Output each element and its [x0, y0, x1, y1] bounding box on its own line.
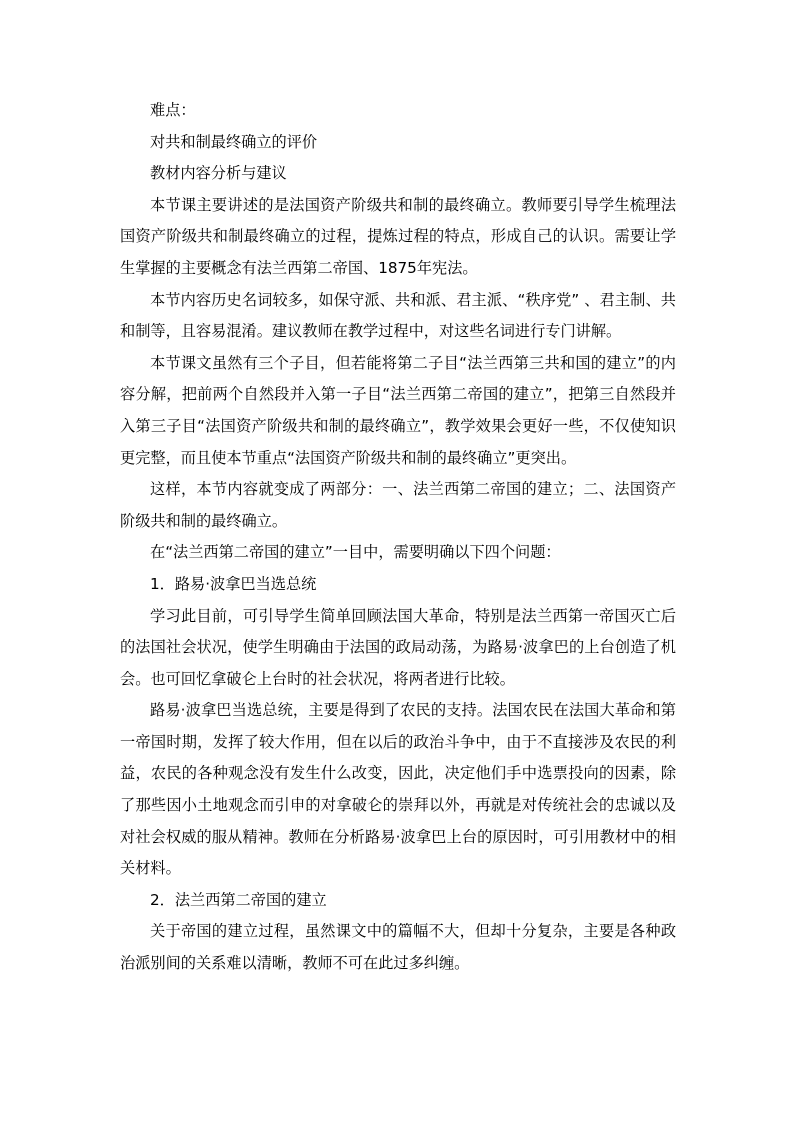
- paragraph-terms: 本节内容历史名词较多，如保守派、共和派、君主派、“秩序党” 、君主制、共和制等，且容易混淆。建议教师在教学过程中，对这些名词进行专门讲解。: [120, 290, 676, 341]
- heading-difficulty: 难点：: [150, 101, 196, 119]
- subheading-1: 1．路易·波拿巴当选总统: [150, 574, 317, 593]
- paragraph-structure: 本节课文虽然有三个子目，但若能将第二子目“法兰西第三共和国的建立”的内容分解，把前两个自然段并入第一子目“法兰西第二帝国的建立”，把第三自然段并入第三子目“法国资产阶级共和制的最终确立”，教学效果会更好一些，不仅使知识更完整，而且使本节重点“法国资产阶级共和制的最终确立”更突出。: [120, 353, 676, 467]
- paragraph-empire: 关于帝国的建立过程，虽然课文中的篇幅不大，但却十分复杂，主要是各种政治派别间的关系难以清晰，教师不可在此过多纠缠。: [120, 922, 676, 973]
- paragraph-two-parts: 这样，本节内容就变成了两部分：一、法兰西第二帝国的建立；二、法国资产阶级共和制的最终确立。: [120, 480, 676, 530]
- paragraph-peasants: 路易·波拿巴当选总统，主要是得到了农民的支持。法国农民在法国大革命和第一帝国时期，发挥了较大作用，但在以后的政治斗争中，由于不直接涉及农民的利益，农民的各种观念没有发生什么改变，因此，决定他们手中选票投向的因素，除了那些因小土地观念而引申的对拿破仑的崇拜以外，再就是对传统社会的忠诚以及对社会权威的服从精神。教师在分析路易·波拿巴上台的原因时，可引用教材中的相关材料。: [120, 701, 676, 878]
- paragraph-four-questions: 在“法兰西第二帝国的建立”一目中，需要明确以下四个问题：: [150, 543, 561, 562]
- document-body: [120, 95, 676, 980]
- section-heading-analysis: 教材内容分析与建议: [150, 164, 287, 183]
- paragraph-review: 学习此目前，可引导学生简单回顾法国大革命，特别是法兰西第一帝国灭亡后的法国社会状况，使学生明确由于法国的政局动荡，为路易·波拿巴的上台创造了机会。也可回忆拿破仑上台时的社会状况，将两者进行比较。: [120, 606, 676, 688]
- difficulty-item: 对共和制最终确立的评价: [150, 132, 318, 151]
- subheading-2: 2．法兰西第二帝国的建立: [150, 890, 327, 909]
- paragraph-lesson-overview: 本节课主要讲述的是法国资产阶级共和制的最终确立。教师要引导学生梳理法国资产阶级共和制最终确立的过程，提炼过程的特点，形成自己的认识。需要让学生掌握的主要概念有法兰西第二帝国、1875年宪法。: [120, 195, 676, 277]
